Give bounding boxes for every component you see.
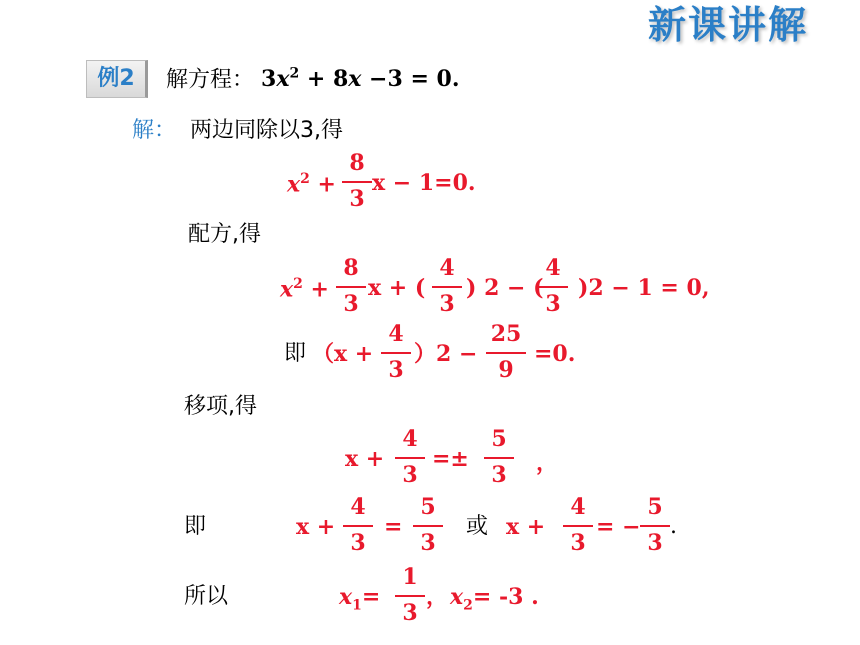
- line5-or: 或: [466, 514, 489, 539]
- fraction-denominator: 3: [439, 291, 455, 317]
- fraction-numerator: 4: [439, 255, 455, 281]
- line5-eq2: = −: [596, 514, 641, 540]
- line3-tail: =0.: [534, 341, 576, 367]
- line4-seg1: x +: [345, 446, 385, 472]
- fraction-denominator: 3: [402, 462, 418, 488]
- line6-var2: x: [450, 584, 464, 610]
- eq-end: −3 = 0.: [361, 66, 460, 93]
- line1-left: [287, 171, 336, 198]
- line6-sub2: 2: [463, 597, 473, 614]
- line5-ji: 即: [184, 514, 207, 539]
- line1-var: x: [287, 171, 301, 198]
- line6-x2: [450, 586, 539, 612]
- line2-fraction-2: [432, 257, 462, 319]
- line4-fraction-2: [484, 428, 514, 490]
- fraction-numerator: 8: [349, 150, 365, 176]
- fraction-numerator: 1: [402, 564, 418, 590]
- line6-x1: [339, 586, 380, 612]
- line1-fraction: [342, 152, 372, 214]
- section-title: 新课讲解: [648, 3, 809, 47]
- eq-mid: + 8: [299, 66, 349, 93]
- line2-start: [280, 276, 329, 303]
- line1-plus: +: [309, 171, 336, 198]
- line4-tail: ，: [536, 450, 559, 476]
- line2-exp: 2: [293, 276, 303, 292]
- eq-var: x: [276, 66, 290, 93]
- line5-eq1: =: [384, 514, 403, 540]
- fraction-denominator: 3: [349, 186, 365, 212]
- fraction-denominator: 3: [570, 530, 586, 556]
- line6-sub1: 1: [352, 597, 362, 614]
- fraction-numerator: 8: [343, 255, 359, 281]
- fraction-numerator: 5: [420, 494, 436, 520]
- line5-fraction-3: [563, 496, 593, 558]
- line5-fraction-2: [413, 496, 443, 558]
- fraction-denominator: 3: [402, 600, 418, 626]
- line2-seg3: )2 − 1 = 0,: [578, 275, 710, 301]
- solution-label: 解：: [132, 118, 177, 143]
- fraction-denominator: 3: [545, 291, 561, 317]
- step-transpose: 移项,得: [184, 394, 257, 419]
- line3-fraction-2: [486, 323, 526, 385]
- fraction-numerator: 4: [388, 321, 404, 347]
- line1-exp: 2: [300, 171, 310, 187]
- eq-var2: x: [348, 66, 362, 93]
- fraction-numerator: 4: [545, 255, 561, 281]
- line5-end: .: [670, 514, 677, 539]
- line4-fraction-1: [395, 428, 425, 490]
- fraction-denominator: 9: [498, 357, 514, 383]
- line5-seg2: x +: [506, 514, 546, 540]
- line3-fraction-1: [381, 323, 411, 385]
- eq-coef: 3: [261, 66, 277, 93]
- example-badge: 例2: [86, 60, 148, 98]
- line2-seg2: ) 2 − (: [466, 275, 544, 301]
- line6-eq1: =: [361, 584, 381, 610]
- fraction-denominator: 3: [343, 291, 359, 317]
- line4-seg2: =±: [432, 446, 469, 472]
- line6-fraction: [395, 566, 425, 628]
- line6-comma: ，: [426, 584, 449, 610]
- fraction-numerator: 4: [570, 494, 586, 520]
- line2-var: x: [280, 276, 294, 303]
- line5-fraction-1: [343, 496, 373, 558]
- line5-seg1: x +: [296, 514, 336, 540]
- line3-ji: 即: [284, 341, 307, 366]
- fraction-numerator: 5: [491, 426, 507, 452]
- line2-fraction-1: [336, 257, 366, 319]
- problem-label: 解方程：: [166, 67, 255, 93]
- line5-fraction-4: [640, 496, 670, 558]
- fraction-denominator: 3: [491, 462, 507, 488]
- fraction-denominator: 3: [420, 530, 436, 556]
- line3-seg1: （x +: [312, 341, 374, 367]
- eq-exp: 2: [289, 66, 300, 82]
- problem-statement: [166, 67, 460, 91]
- problem-equation: [261, 66, 460, 92]
- line6-var1: x: [339, 584, 353, 610]
- fraction-denominator: 3: [647, 530, 663, 556]
- line2-fraction-3: [538, 257, 568, 319]
- fraction-denominator: 3: [388, 357, 404, 383]
- fraction-numerator: 4: [402, 426, 418, 452]
- line3-seg2: ）2 −: [414, 341, 478, 367]
- line2-plus: +: [302, 276, 329, 303]
- line6-suoyi: 所以: [184, 584, 229, 609]
- line2-seg1: x + (: [368, 275, 426, 301]
- fraction-numerator: 25: [490, 321, 522, 347]
- solution-intro: 两边同除以3,得: [190, 118, 343, 143]
- line1-tail: x − 1=0.: [372, 170, 476, 196]
- fraction-denominator: 3: [350, 530, 366, 556]
- step-complete-square: 配方,得: [188, 222, 261, 247]
- fraction-numerator: 4: [350, 494, 366, 520]
- fraction-numerator: 5: [647, 494, 663, 520]
- line6-eq2: = -3 .: [472, 584, 539, 610]
